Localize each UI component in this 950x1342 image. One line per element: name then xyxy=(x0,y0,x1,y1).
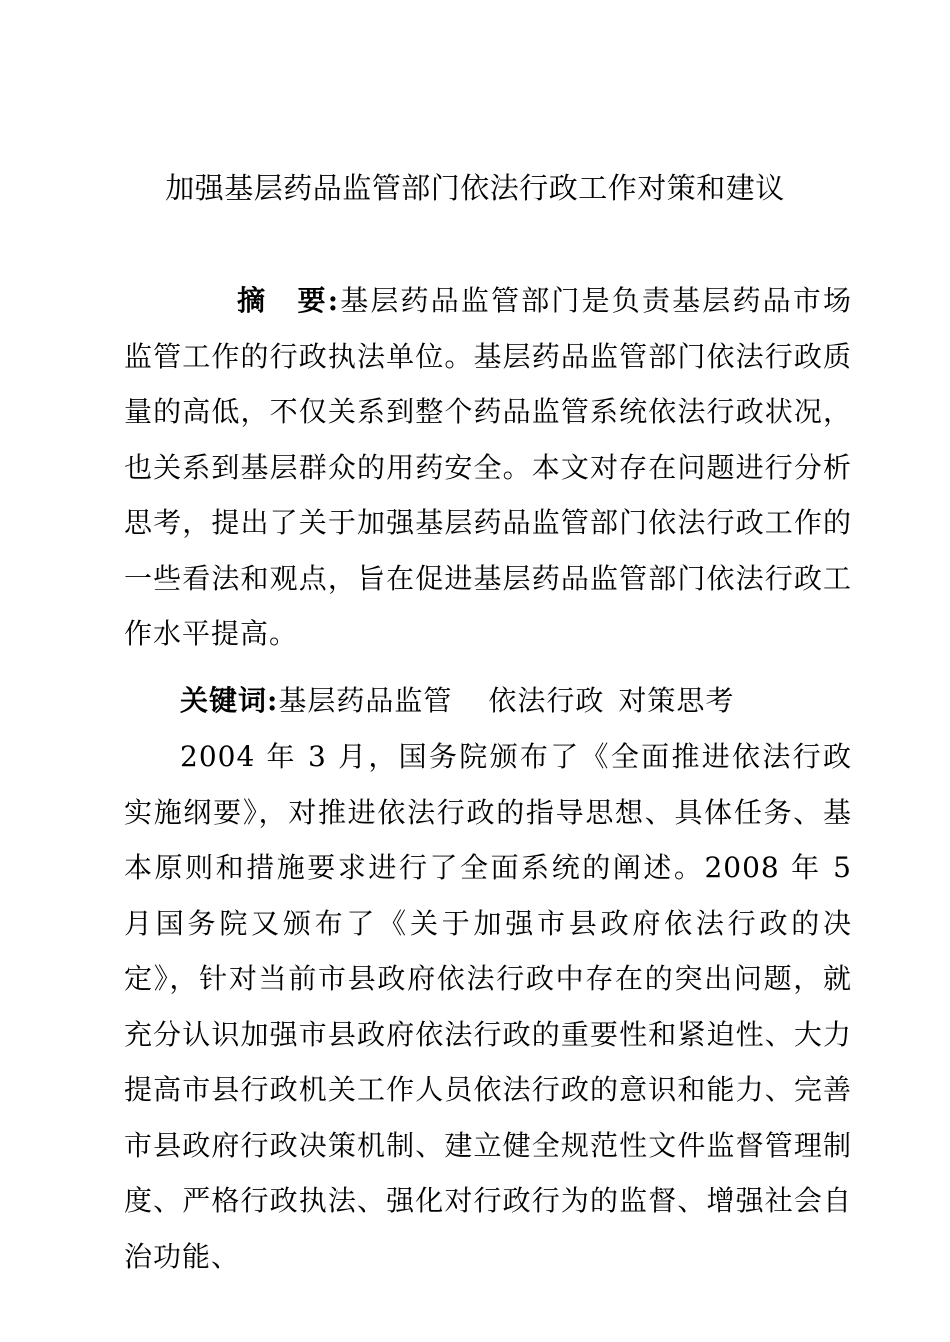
keyword-item: 依法行政 xyxy=(488,684,605,717)
keyword-item: 对策思考 xyxy=(618,684,735,717)
abstract-label: 摘 要: xyxy=(236,284,340,317)
body-paragraph-text: 2004 年 3 月，国务院颁布了《全面推进依法行政实施纲要》，对推进依法行政的指导思想、具体任务、基本原则和措施要求进行了全面系统的阐述。2008 年 5 月国务院又颁布了《关于加强市县政府依法行政的决定》，针对当前市县政府依法行政中存在的突出问题，就充分认识加强市县政府依法行政的重要性和紧迫性、大力提高市县行政机关工作人员依法行政的意识和能力、完善市县政府行政决策机制、建立健全规范性文件监督管理制度、严格行政执法、强化对行政行为的监督、增强社会自治功能、 xyxy=(124,740,852,1273)
keywords-label: 关键词: xyxy=(180,684,279,717)
keywords-line xyxy=(124,673,852,729)
keyword-item: 基层药品监管 xyxy=(278,684,453,717)
document-title: 加强基层药品监管部门依法行政工作对策和建议 xyxy=(165,171,785,205)
abstract-text: 基层药品监管部门是负责基层药品市场监管工作的行政执法单位。基层药品监管部门依法行政质量的高低，不仅关系到整个药品监管系统依法行政状况，也关系到基层群众的用药安全。本文对存在问题进行分析思考，提出了关于加强基层药品监管部门依法行政工作的一些看法和观点，旨在促进基层药品监管部门依法行政工作水平提高。 xyxy=(124,284,852,650)
abstract-paragraph xyxy=(124,273,852,662)
body-paragraph xyxy=(124,729,852,1284)
